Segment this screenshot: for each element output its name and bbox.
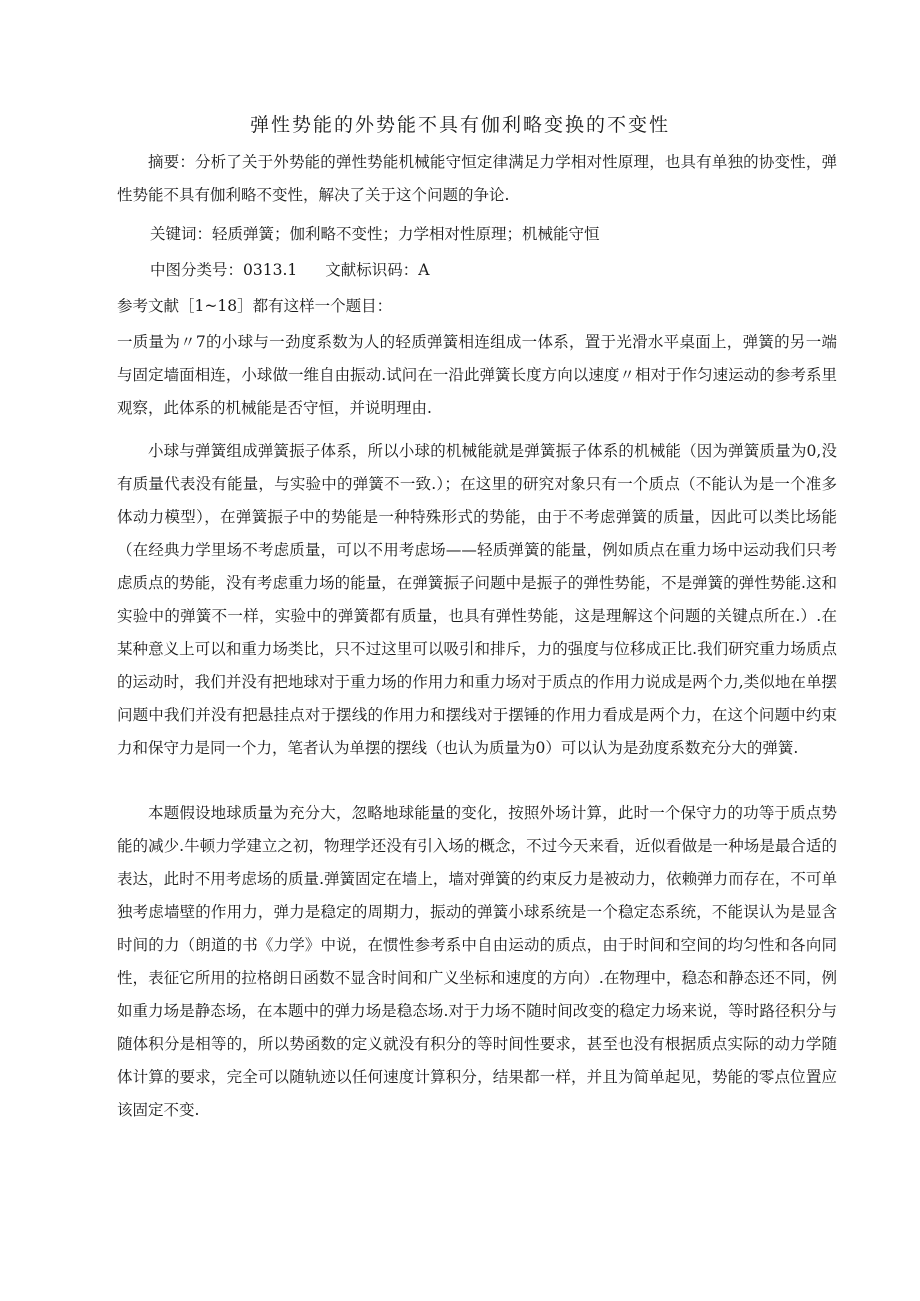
clc-number: 中图分类号：0313.1 — [150, 261, 298, 279]
reference-intro: 参考文献［1~18］都有这样一个题目： — [117, 297, 393, 315]
body-paragraph-2: 本题假设地球质量为充分大，忽略地球能量的变化，按照外场计算，此时一个保守力的功等于质点势能的减少.牛顿力学建立之初，物理学还没有引入场的概念，不过今天来看，近似看做是一种场是最合适的表达，此时不用考虑场的质量.弹簧固定在墙上，墙对弹簧的约束反力是被动力，依赖弹力而存在，不可单独考虑墙壁的作用力，弹力是稳定的周期力，振动的弹簧小球系统是一个稳定态系统，不能误认为是显含时间的力（朗道的书《力学》中说，在惯性参考系中自由运动的质点，由于时间和空间的均匀性和各向同性，表征它所用的拉格朗日函数不显含时间和广义坐标和速度的方向）.在物理中，稳态和静态还不同，例如重力场是静态场，在本题中的弹力场是稳态场.对于力场不随时间改变的稳定力场来说，等时路径积分与随体积分是相等的，所以势函数的定义就没有积分的等时间性要求，甚至也没有根据质点实际的动力学随体计算的要求，完全可以随轨迹以任何速度计算积分，结果都一样，并且为简单起见，势能的零点位置应该固定不变. — [117, 804, 837, 1119]
paper-title: 弹性势能的外势能不具有伽利略变换的不变性 — [249, 114, 670, 136]
keywords: 关键词：轻质弹簧；伽利略不变性；力学相对性原理；机械能守恒 — [150, 225, 600, 243]
classification-line — [150, 254, 429, 287]
problem-statement: 一质量为〃7的小球与一劲度系数为人的轻质弹簧相连组成一体系，置于光滑水平桌面上，弹簧的另一端与固定墙面相连，小球做一维自由振动.试问在一沿此弹簧长度方向以速度〃相对于作匀速运动的参考系里观察，此体系的机械能是否守恒，并说明理由. — [117, 333, 837, 417]
document-code: 文献标识码：A — [325, 261, 430, 279]
abstract: 摘要：分析了关于外势能的弹性势能机械能守恒定律满足力学相对性原理，也具有单独的协变性，弹性势能不具有伽利略不变性，解决了关于这个问题的争论. — [117, 153, 837, 204]
body-paragraph-1: 小球与弹簧组成弹簧振子体系，所以小球的机械能就是弹簧振子体系的机械能（因为弹簧质量为0,没有质量代表没有能量，与实验中的弹簧不一致.）；在这里的研究对象只有一个质点（不能认为是一个准多体动力模型），在弹簧振子中的势能是一种特殊形式的势能，由于不考虑弹簧的质量，因此可以类比场能（在经典力学里场不考虑质量，可以不用考虑场——轻质弹簧的能量，例如质点在重力场中运动我们只考虑质点的势能，没有考虑重力场的能量，在弹簧振子问题中是振子的弹性势能，不是弹簧的弹性势能.这和实验中的弹簧不一样，实验中的弹簧都有质量，也具有弹性势能，这是理解这个问题的关键点所在.）.在某种意义上可以和重力场类比，只不过这里可以吸引和排斥，力的强度与位移成正比.我们研究重力场质点的运动时，我们并没有把地球对于重力场的作用力和重力场对于质点的作用力说成是两个力,类似地在单摆问题中我们并没有把悬挂点对于摆线的作用力和摆线对于摆锤的作用力看成是两个力，在这个问题中约束力和保守力是同一个力，笔者认为单摆的摆线（也认为质量为0）可以认为是劲度系数充分大的弹簧. — [117, 442, 837, 757]
